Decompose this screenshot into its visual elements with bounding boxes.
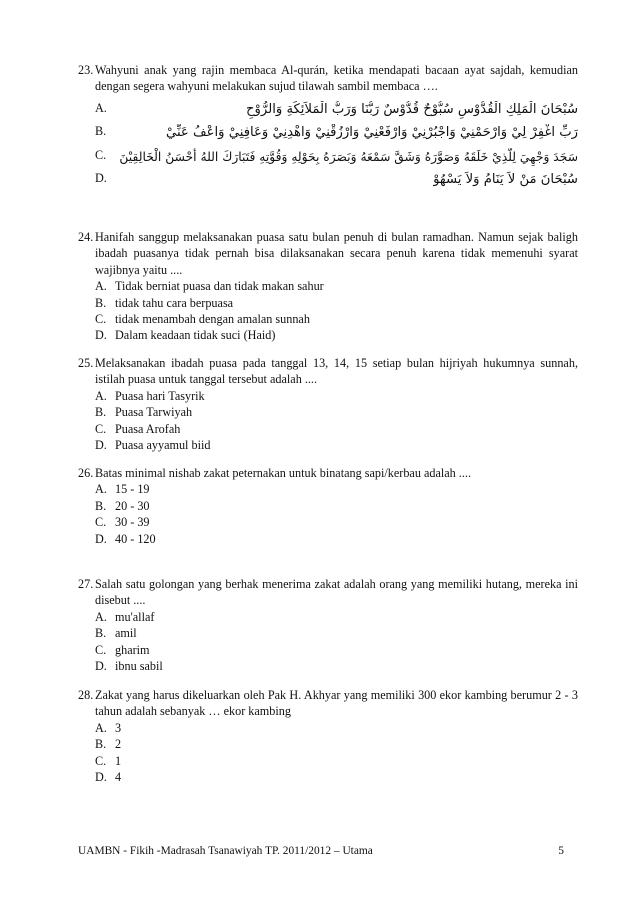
option-a[interactable] xyxy=(95,100,578,124)
question-24 xyxy=(78,229,578,344)
question-number: 28. xyxy=(78,688,94,702)
option-letter: C. xyxy=(95,147,107,162)
question-26 xyxy=(78,465,578,547)
option-letter: A. xyxy=(95,100,107,115)
option-text-arabic: سُبْحَانَ الْمَلِكِ الْقُدُّوْسِ سُبُّوْحٌ قُدُّوْسٌ رَبُّنَا وَرَبُّ الْمَلاَئِكَةِ وَالرُّوْحِ xyxy=(246,101,578,117)
option-letter: B. xyxy=(95,498,107,513)
option-text: 3 xyxy=(115,720,122,735)
option-text: Puasa hari Tasyrik xyxy=(115,388,205,403)
option-letter: C. xyxy=(95,421,107,436)
option-letter: D. xyxy=(95,658,107,673)
option-letter: D. xyxy=(95,328,107,343)
option-letter: D. xyxy=(95,531,107,546)
option-text: 4 xyxy=(115,769,122,784)
option-letter: B. xyxy=(95,737,107,752)
option-b[interactable] xyxy=(95,625,578,641)
option-text: 15 - 19 xyxy=(115,482,150,497)
options-list xyxy=(95,609,578,675)
option-c[interactable] xyxy=(95,147,578,171)
option-letter: D. xyxy=(95,171,107,186)
option-letter: C. xyxy=(95,515,107,530)
option-letter: A. xyxy=(95,482,107,497)
option-letter: A. xyxy=(95,388,107,403)
option-d[interactable] xyxy=(95,170,578,194)
question-28 xyxy=(78,687,578,785)
question-stem: Zakat yang harus dikeluarkan oleh Pak H. Akhyar yang memiliki 300 ekor kambing berumur 2 - 3 tahun adalah sebanyak … ekor kambing xyxy=(95,688,578,719)
question-number: 25. xyxy=(78,356,94,370)
question-number: 26. xyxy=(78,466,94,480)
option-c[interactable] xyxy=(95,421,578,437)
option-b[interactable] xyxy=(95,123,578,147)
option-letter: B. xyxy=(95,295,107,310)
question-25 xyxy=(78,355,578,453)
option-letter: B. xyxy=(95,405,107,420)
footer-title: UAMBN - Fikih -Madrasah Tsanawiyah TP. 2011/2012 – Utama xyxy=(78,845,373,857)
option-text: mu'allaf xyxy=(115,609,155,624)
option-letter: B. xyxy=(95,626,107,641)
question-number: 27. xyxy=(78,577,94,591)
option-letter: D. xyxy=(95,769,107,784)
option-text: gharim xyxy=(115,642,150,657)
option-text: 30 - 39 xyxy=(115,515,150,530)
option-text-arabic: سَجَدَ وَجْهِيَ لِلَّذِيْ خَلَقَهُ وَصَوَّرَهُ وَشَقَّ سَمْعَهُ وَبَصَرَهُ بِحَوْلِهِ وَقُوَّتِهِ فَتَبَارَكَ اللهُ أَحْسَنُ الْخَالِقِيْنَ xyxy=(119,149,578,164)
option-text: 40 - 120 xyxy=(115,531,156,546)
question-stem: Batas minimal nishab zakat peternakan untuk binatang sapi/kerbau adalah .... xyxy=(95,466,471,480)
option-a[interactable] xyxy=(95,720,578,736)
option-text: 2 xyxy=(115,737,122,752)
option-text: amil xyxy=(115,626,137,641)
question-stem: Wahyuni anak yang rajin membaca Al-qurán, ketika mendapati bacaan ayat sajdah, kemudian dengan segera wahyuni melakukan sujud tilawah sambil membaca …. xyxy=(95,63,578,94)
options-list xyxy=(95,388,578,454)
page-number: 5 xyxy=(558,845,564,857)
option-b[interactable] xyxy=(95,404,578,420)
question-number: 23. xyxy=(78,63,94,77)
option-text: Puasa ayyamul biid xyxy=(115,437,211,452)
option-text: Puasa Arofah xyxy=(115,421,181,436)
option-text: Tidak berniat puasa dan tidak makan sahur xyxy=(115,279,324,294)
option-text: Puasa Tarwiyah xyxy=(115,405,193,420)
option-d[interactable] xyxy=(95,658,578,674)
option-d[interactable] xyxy=(95,437,578,453)
option-c[interactable] xyxy=(95,753,578,769)
option-letter: C. xyxy=(95,642,107,657)
option-text-arabic: رَبِّ اغْفِرْ لِيْ وَارْحَمْنِيْ وَاجْبُرْنِيْ وَارْفَعْنِيْ وَارْزُقْنِيْ وَاهْدِنِيْ وَعَافِنِيْ وَاعْفُ عَنِّيْ xyxy=(165,125,578,141)
option-a[interactable] xyxy=(95,609,578,625)
option-b[interactable] xyxy=(95,736,578,752)
option-letter: A. xyxy=(95,609,107,624)
option-letter: C. xyxy=(95,753,107,768)
options-list xyxy=(95,720,578,786)
option-a[interactable] xyxy=(95,481,578,497)
question-stem: Hanifah sanggup melaksanakan puasa satu bulan penuh di bulan ramadhan. Namun sejak baligh ibadah puasanya tidak pernah bisa dilaksanakan secara penuh karena tidak memenuhi syarat wajibnya yaitu .... xyxy=(95,230,578,277)
question-stem: Melaksanakan ibadah puasa pada tanggal 13, 14, 15 setiap bulan hijriyah hukumnya sunnah, istilah puasa untuk tanggal tersebut adalah .... xyxy=(95,356,578,387)
option-text: Dalam keadaan tidak suci (Haid) xyxy=(115,328,276,343)
question-stem: Salah satu golongan yang berhak menerima zakat adalah orang yang memiliki hutang, mereka ini disebut .... xyxy=(95,577,578,608)
options-list xyxy=(95,481,578,547)
option-b[interactable] xyxy=(95,295,578,311)
option-letter: A. xyxy=(95,279,107,294)
option-text: 20 - 30 xyxy=(115,498,150,513)
option-c[interactable] xyxy=(95,514,578,530)
option-d[interactable] xyxy=(95,531,578,547)
question-number: 24. xyxy=(78,230,94,244)
option-letter: B. xyxy=(95,124,107,139)
options-list xyxy=(95,278,578,344)
option-text: tidak menambah dengan amalan sunnah xyxy=(115,312,310,326)
option-letter: C. xyxy=(95,312,107,326)
option-b[interactable] xyxy=(95,498,578,514)
option-a[interactable] xyxy=(95,388,578,404)
option-text-arabic: سُبْحَانَ مَنْ لاَ يَنَامُ وَلاَ يَسْهُوْ xyxy=(433,172,578,188)
option-text: tidak tahu cara berpuasa xyxy=(115,295,234,310)
options-list xyxy=(95,100,578,194)
option-c[interactable] xyxy=(95,311,578,327)
option-letter: A. xyxy=(95,720,107,735)
question-27 xyxy=(78,576,578,674)
option-d[interactable] xyxy=(95,769,578,785)
option-text: ibnu sabil xyxy=(115,658,163,673)
option-text: 1 xyxy=(115,753,122,768)
question-23 xyxy=(78,62,578,194)
option-d[interactable] xyxy=(95,327,578,343)
option-a[interactable] xyxy=(95,278,578,294)
option-letter: D. xyxy=(95,437,107,452)
option-c[interactable] xyxy=(95,642,578,658)
